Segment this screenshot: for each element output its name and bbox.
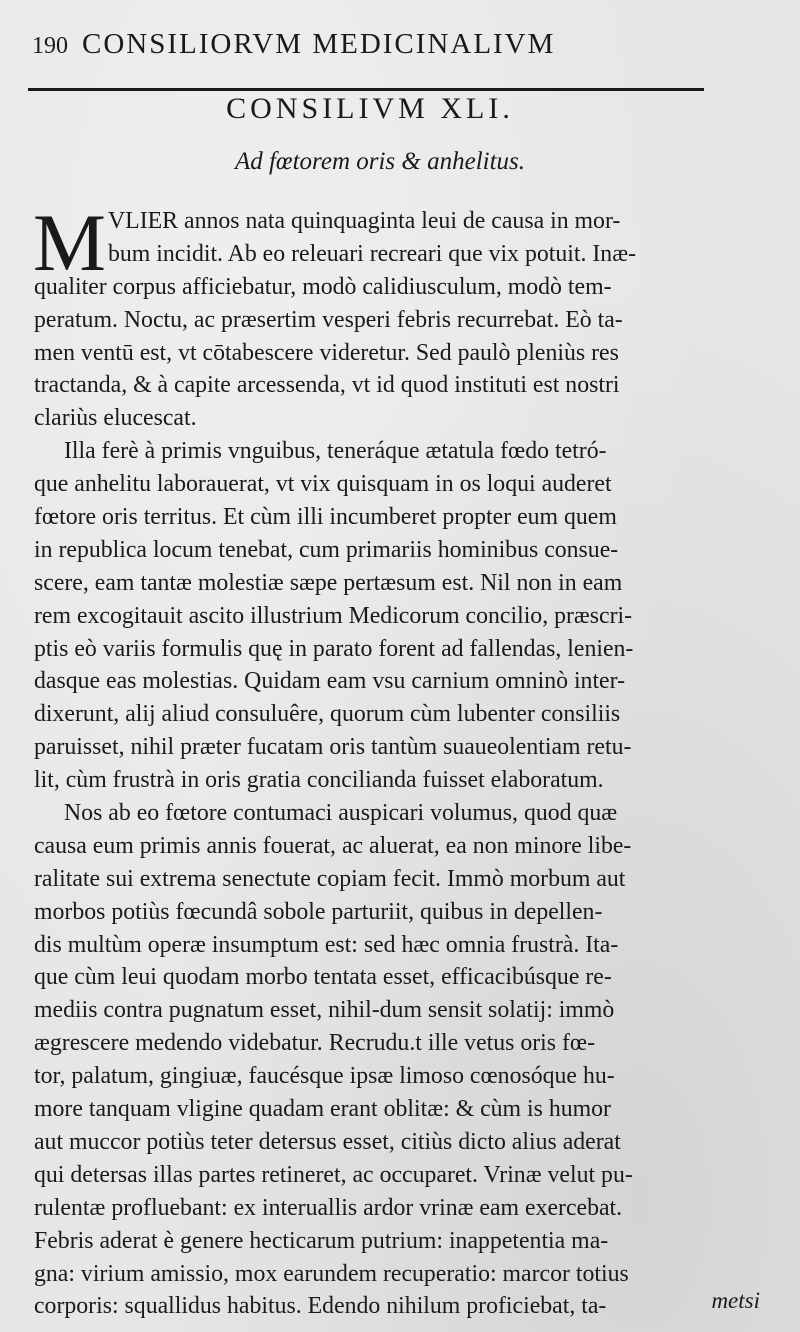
text-line: dasque eas molestias. Quidam eam vsu carnium omninò inter- [34, 668, 625, 695]
text-line: clariùs elucescat. [34, 405, 197, 432]
text-line: VLIER annos nata quinquaginta leui de causa in mor- [108, 208, 621, 234]
catchword: metsi [711, 1288, 760, 1313]
text-line: scere, eam tantæ molestiæ sæpe pertæsum est. Nil non in eam [34, 569, 623, 596]
text-line: Nos ab eo fœtore contumaci auspicari volumus, quod quæ [64, 800, 618, 827]
text-line: tractanda, & à capite arcessenda, vt id quod instituti est nostri [34, 372, 620, 399]
text-line: lit, cùm frustrà in oris gratia concilianda fuisset elaboratum. [34, 767, 604, 794]
text-line: more tanquam vligine quadam erant oblitæ: & cùm is humor [34, 1096, 611, 1123]
running-title: CONSILIORVM MEDICINALIVM [82, 28, 556, 60]
text-line: in republica locum tenebat, cum primariis hominibus consue- [34, 536, 619, 563]
text-line: dis multùm operæ insumptum est: sed hæc omnia frustrà. Ita- [34, 931, 619, 958]
text-line: rem excogitauit ascito illustrium Medicorum concilio, præscri- [34, 602, 633, 629]
text-line: ægrescere medendo videbatur. Recrudu.t ille vetus oris fœ- [34, 1030, 596, 1057]
page-number: 190 [32, 33, 68, 59]
text-line: ralitate sui extrema senectute copiam fecit. Immò morbum aut [34, 865, 626, 892]
text-line: que cùm leui quodam morbo tentata esset, efficacibúsque re- [34, 964, 612, 991]
text-line: gna: virium amissio, mox earundem recuperatio: marcor totius [34, 1260, 629, 1287]
section-title: CONSILIVM XLI. [226, 92, 514, 125]
text-line: tor, palatum, gingiuæ, faucésque ipsæ limoso cœnosóque hu- [34, 1063, 615, 1090]
text-line: Illa ferè à primis vnguibus, teneráque ætatula fœdo tetró- [64, 438, 607, 465]
header-rule [28, 88, 704, 91]
text-line: aut muccor potiùs teter detersus esset, citiùs dicto alius aderat [34, 1128, 621, 1155]
text-line: fœtore oris territus. Et cùm illi incumberet propter eum quem [34, 504, 617, 531]
text-line: qualiter corpus afficiebatur, modò calidiusculum, modò tem- [34, 273, 612, 300]
text-line: peratum. Noctu, ac præsertim vesperi febris recurrebat. Eò ta- [34, 306, 623, 333]
text-line: morbos potiùs fœcundâ sobole parturiit, quibus in depellen- [34, 898, 603, 925]
text-line: Febris aderat è genere hecticarum putrium: inappetentia ma- [34, 1227, 609, 1254]
text-line: paruisset, nihil præter fucatam oris tantùm suaueolentiam retu- [34, 734, 632, 761]
text-line: mediis contra pugnatum esset, nihil-dum sensit solatij: immò [34, 997, 615, 1024]
text-line: rulentæ profluebant: ex interuallis ardor vrinæ eam exercebat. [34, 1194, 623, 1221]
text-line: bum incidit. Ab eo releuari recreari que vix potuit. Inæ- [108, 240, 636, 267]
text-line: corporis: squallidus habitus. Edendo nihilum proficiebat, ta- [34, 1293, 607, 1320]
text-line: qui detersas illas partes retineret, ac occuparet. Vrinæ velut pu- [34, 1161, 633, 1188]
text-line: dixerunt, alij aliud consuluêre, quorum cùm lubenter consiliis [34, 701, 621, 728]
text-line: que anhelitu laborauerat, vt vix quisquam in os loqui auderet [34, 471, 612, 498]
body-text [33, 197, 764, 1323]
section-subtitle: Ad fœtorem oris & anhelitus. [234, 148, 526, 175]
drop-cap: M [33, 197, 106, 288]
text-line: ptis eò variis formulis quę in parato forent ad fallendas, lenien- [34, 635, 634, 662]
text-line: causa eum primis annis fouerat, ac aluerat, ea non minore libe- [34, 832, 632, 859]
text-line: men ventū est, vt cōtabescere videretur. Sed paulò pleniùs res [34, 339, 619, 366]
running-head [32, 28, 702, 61]
